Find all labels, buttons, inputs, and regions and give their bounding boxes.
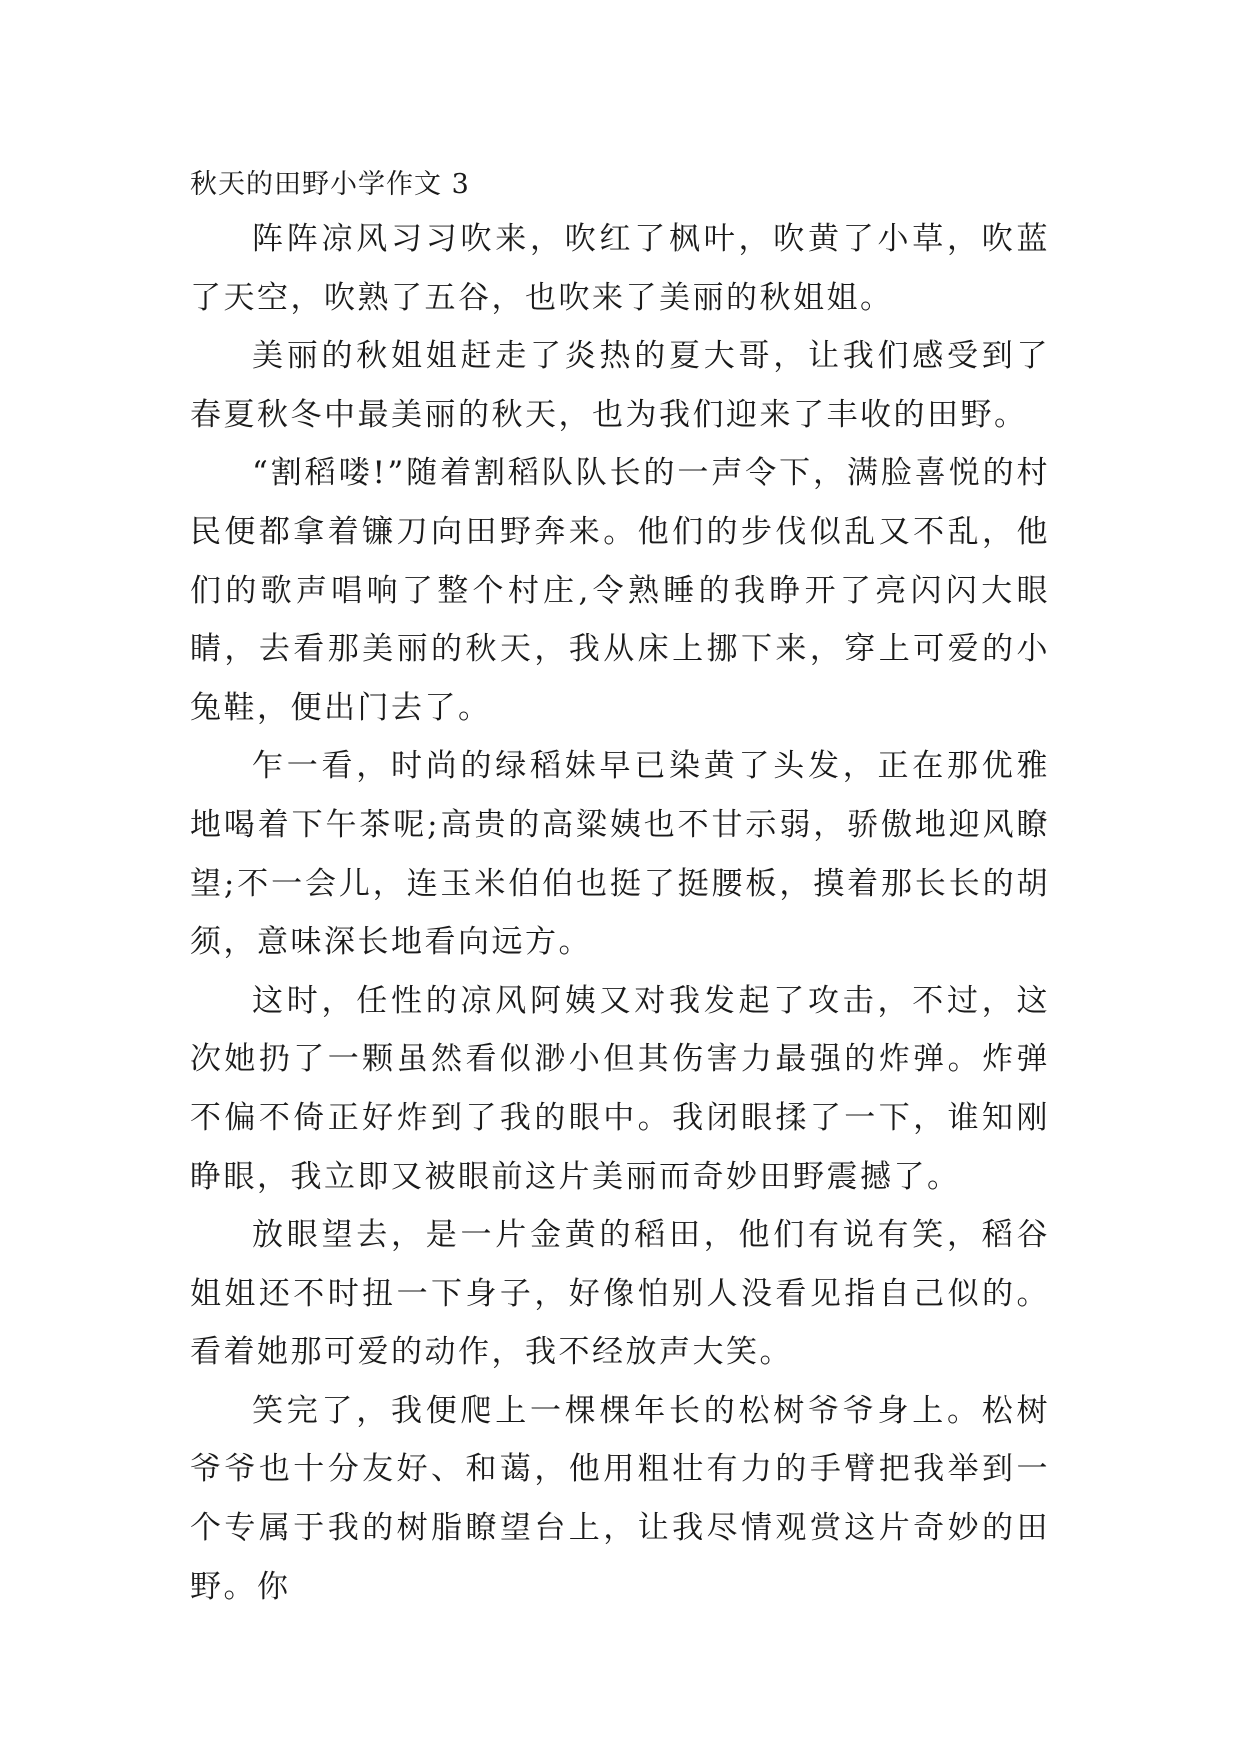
paragraph: 笑完了，我便爬上一棵棵年长的松树爷爷身上。松树爷爷也十分友好、和蔼，他用粗壮有力的手臂把我举到一个专属于我的树脂瞭望台上，让我尽情观赏这片奇妙的田野。你 bbox=[190, 1392, 1050, 1605]
document-page bbox=[190, 160, 1050, 1616]
paragraph: 放眼望去，是一片金黄的稻田，他们有说有笑，稻谷姐姐还不时扭一下身子，好像怕别人没看见指自己似的。看着她那可爱的动作，我不经放声大笑。 bbox=[190, 1217, 1050, 1371]
document-title: 秋天的田野小学作文 3 bbox=[190, 169, 470, 200]
paragraph: 乍一看，时尚的绿稻妹早已染黄了头发，正在那优雅地喝着下午茶呢;高贵的高粱姨也不甘示弱，骄傲地迎风瞭望;不一会儿，连玉米伯伯也挺了挺腰板，摸着那长长的胡须，意味深长地看向远方。 bbox=[190, 748, 1050, 961]
paragraph: 阵阵凉风习习吹来，吹红了枫叶，吹黄了小草，吹蓝了天空，吹熟了五谷，也吹来了美丽的秋姐姐。 bbox=[190, 221, 1050, 316]
paragraph: “割稻喽!”随着割稻队队长的一声令下，满脸喜悦的村民便都拿着镰刀向田野奔来。他们的步伐似乱又不乱，他们的歌声唱响了整个村庄,令熟睡的我睁开了亮闪闪大眼睛，去看那美丽的秋天，我从床上挪下来，穿上可爱的小兔鞋，便出门去了。 bbox=[190, 455, 1050, 726]
paragraph: 这时，任性的凉风阿姨又对我发起了攻击，不过，这次她扔了一颗虽然看似渺小但其伤害力最强的炸弹。炸弹不偏不倚正好炸到了我的眼中。我闭眼揉了一下，谁知刚睁眼，我立即又被眼前这片美丽而奇妙田野震撼了。 bbox=[190, 982, 1050, 1195]
paragraph: 美丽的秋姐姐赶走了炎热的夏大哥，让我们感受到了春夏秋冬中最美丽的秋天，也为我们迎来了丰收的田野。 bbox=[190, 338, 1050, 433]
